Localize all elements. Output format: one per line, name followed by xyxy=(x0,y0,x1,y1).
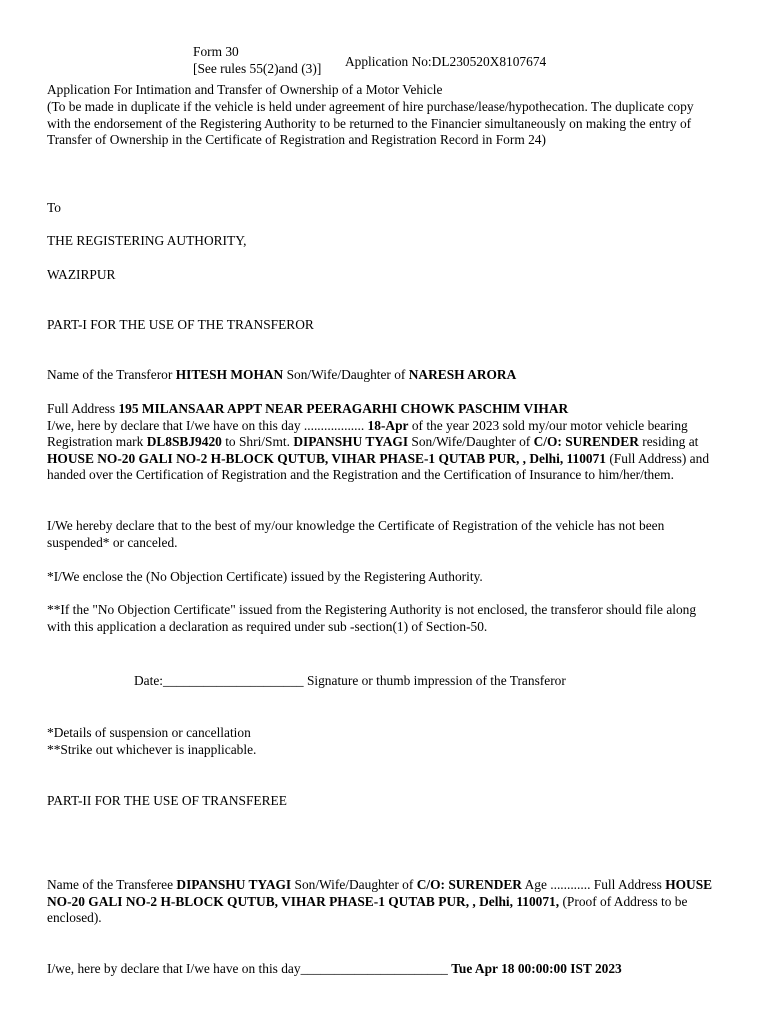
transferee-name: DIPANSHU TYAGI xyxy=(176,877,292,892)
footnote-suspension: *Details of suspension or cancellation xyxy=(47,725,251,740)
sale-date: 18-Apr xyxy=(367,417,409,433)
document-note: (To be made in duplicate if the vehicle is held under agreement of hire purchase/lease/hypothecation. The duplicate copy with the endorsement of the Registering Authority to be returned to the Financier simultaneously on making the entry of Transfer of Ownership in the Certificate of Registration and Registration Record in Form 24) xyxy=(47,99,694,147)
transferee-father-name: C/O: SURENDER xyxy=(416,877,522,892)
sale-declaration-text-d: Son/Wife/Daughter of xyxy=(411,434,531,449)
transferee-name-label: Name of the Transferee xyxy=(47,877,174,892)
transferee-declaration-line xyxy=(47,961,622,978)
buyer-address: HOUSE NO-20 GALI NO-2 H-BLOCK QUTUB, VIHAR PHASE-1 QUTAB PUR, , Delhi, 110071 xyxy=(47,450,606,466)
registering-authority: THE REGISTERING AUTHORITY, xyxy=(47,233,247,248)
transferor-address-label: Full Address xyxy=(47,401,116,416)
part2-heading: PART-II FOR THE USE OF TRANSFEREE xyxy=(47,793,287,808)
transferee-declaration-text: I/we, here by declare that I/we have on this day______________________ xyxy=(47,961,448,976)
buyer-name: DIPANSHU TYAGI xyxy=(293,434,409,449)
transferee-address: HOUSE NO-20 GALI NO-2 H-BLOCK QUTUB, VIHAR PHASE-1 QUTAB PUR, , Delhi, 110071, xyxy=(47,877,713,909)
document-title: Application For Intimation and Transfer of Ownership of a Motor Vehicle xyxy=(47,82,443,97)
footnote-strike-out: **Strike out whichever is inapplicable. xyxy=(47,742,257,757)
authority-place: WAZIRPUR xyxy=(47,267,116,282)
transferor-name: HITESH MOHAN xyxy=(175,367,284,382)
form-number: Form 30 xyxy=(193,44,239,59)
sale-declaration-text-c: to Shri/Smt. xyxy=(225,434,290,449)
noc-enclosure: *I/We enclose the (No Objection Certificate) issued by the Registering Authority. xyxy=(47,569,483,584)
transferor-date-signature-line: Date:_____________________ Signature or thumb impression of the Transferor xyxy=(134,673,566,688)
transferor-name-line xyxy=(47,367,719,384)
transferor-father-name: NARESH ARORA xyxy=(408,367,517,382)
sale-declaration-text-b: of the year 2023 sold my/our motor vehicle bearing Registration mark xyxy=(47,417,688,449)
suspension-declaration: I/We hereby declare that to the best of my/our knowledge the Certificate of Registration of the vehicle has not been suspended* or canceled. xyxy=(47,518,665,550)
transferee-details xyxy=(47,877,719,927)
sale-declaration-text-a: I/we, here by declare that I/we have on this day .................. xyxy=(47,417,365,433)
transferee-relation-label: Son/Wife/Daughter of xyxy=(294,877,414,892)
transferor-relation-label: Son/Wife/Daughter of xyxy=(286,367,406,382)
sale-declaration-text-f: (Full Address) and handed over the Certification of Registration and the Registration and the Certification of Insurance to him/her/them. xyxy=(47,450,710,482)
sale-declaration-text-e: residing at xyxy=(642,434,699,449)
transferor-declaration xyxy=(47,401,719,484)
addressee-to: To xyxy=(47,200,61,215)
transferee-age-label: Age ............ Full Address xyxy=(524,877,662,892)
address-proof-note: (Proof of Address to be enclosed). xyxy=(47,893,688,925)
transferee-declaration-date: Tue Apr 18 00:00:00 IST 2023 xyxy=(451,961,622,976)
noc-declaration: **If the "No Objection Certificate" issued from the Registering Authority is not enclosed, the transferor should file along with this application a declaration as required under sub -section(1) of Section-50. xyxy=(47,602,697,634)
sale-declaration xyxy=(47,418,719,484)
registration-mark: DL8SBJ9420 xyxy=(146,434,222,449)
transferor-name-label: Name of the Transferor xyxy=(47,367,173,382)
transferor-address-line xyxy=(47,401,719,418)
part1-heading: PART-I FOR THE USE OF THE TRANSFEROR xyxy=(47,317,314,332)
form-rules: [See rules 55(2)and (3)] xyxy=(193,61,322,76)
buyer-father-name: C/O: SURENDER xyxy=(533,434,639,449)
application-number: Application No:DL230520X8107674 xyxy=(345,54,547,69)
transferor-address: 195 MILANSAAR APPT NEAR PEERAGARHI CHOWK PASCHIM VIHAR xyxy=(118,401,569,416)
